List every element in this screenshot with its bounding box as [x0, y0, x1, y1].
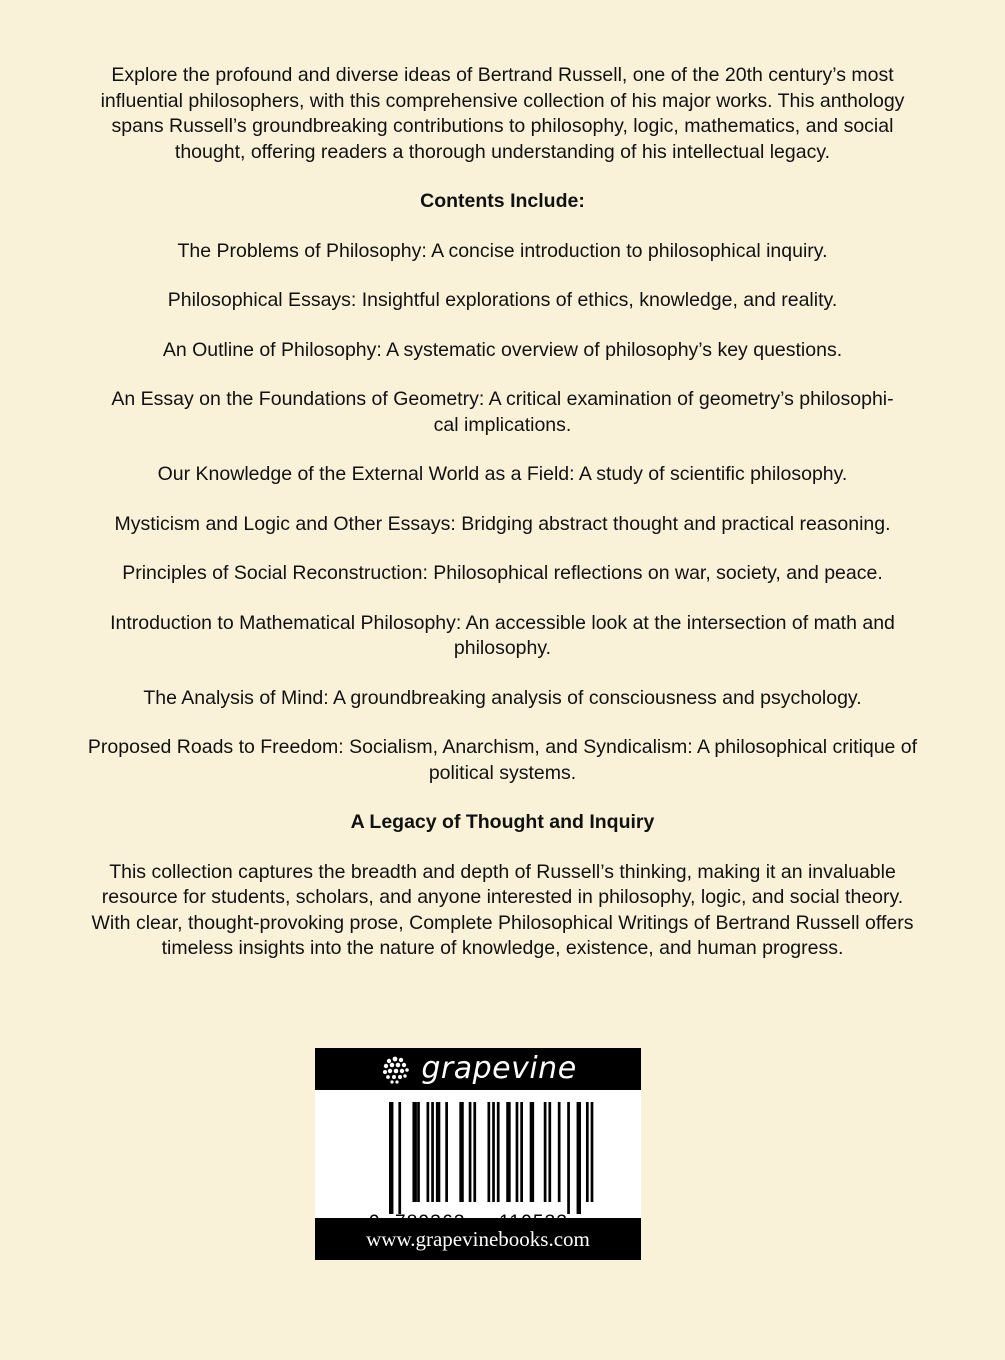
barcode-bar — [427, 1102, 430, 1202]
barcode-bar — [398, 1102, 401, 1214]
barcode-bar — [530, 1102, 534, 1202]
barcode-bar — [459, 1102, 463, 1202]
contents-heading: Contents Include: — [420, 190, 585, 212]
barcode-bar — [487, 1102, 490, 1202]
contents-item: An Outline of Philosophy: A systematic overview of philosophy’s key questions. — [162, 338, 843, 361]
barcode-bar — [431, 1102, 434, 1202]
contents-item: Introduction to Mathematical Philosophy: An accessible look at the intersection of math and philosophy. — [110, 611, 895, 659]
brain-dots-icon — [379, 1052, 413, 1086]
intro-paragraph: Explore the profound and diverse ideas of Bertrand Russell, one of the 20th century’s most influential philosophers, with this comprehensive collection of his major works. This anthology spans Russell’s groundbreaking contributions to philosophy, logic, mathematics, and social thought, offering readers a thorough understanding of his intellectual legacy. — [100, 64, 905, 163]
contents-item: Principles of Social Reconstruction: Philosophical reflections on war, society, and peace. — [122, 562, 883, 584]
contents-item: The Analysis of Mind: A groundbreaking analysis of consciousness and psychology. — [143, 686, 862, 709]
outro-paragraph: This collection captures the breadth and depth of Russell’s thinking, making it an invaluable resource for students, scholars, and anyone interested in philosophy, logic, and social theory. With clear, thought-provoking prose, Complete Philosophical Writings of Bertrand Russell offers timeless insights into the nature of knowledge, existence, and human progress. — [91, 860, 914, 959]
barcode-bar — [473, 1102, 476, 1202]
contents-item: Mysticism and Logic and Other Essays: Bridging abstract thought and practical reasoning. — [114, 512, 891, 535]
publisher-url: www.grapevinebooks.com — [315, 1218, 641, 1260]
contents-item: Proposed Roads to Freedom: Socialism, Anarchism, and Syndicalism: A philosophical critique of political systems. — [87, 736, 918, 784]
barcode-bar — [417, 1102, 420, 1202]
barcode-bar — [412, 1102, 416, 1202]
barcode-bar — [548, 1102, 551, 1202]
barcode-panel — [315, 1048, 641, 1260]
barcode-bar — [436, 1102, 440, 1202]
contents-item: The Problems of Philosophy: A concise introduction to philosophical inquiry. — [177, 239, 828, 262]
barcode-bar — [497, 1102, 500, 1202]
barcode-bar — [445, 1102, 448, 1202]
barcode-bar — [469, 1102, 472, 1202]
barcode-bar — [520, 1102, 523, 1202]
barcode-bar — [506, 1102, 510, 1202]
barcode-bar — [586, 1102, 589, 1202]
barcode-bar — [389, 1102, 393, 1214]
contents-item: Our Knowledge of the External World as a Field: A study of scientific philosophy. — [157, 463, 848, 485]
cover-text — [80, 63, 925, 962]
contents-item: An Essay on the Foundations of Geometry: A critical examination of geometry’s philosophi- cal implications. — [111, 388, 894, 436]
isbn-barcode — [363, 1102, 595, 1232]
contents-list — [80, 239, 925, 787]
barcode-bar — [558, 1102, 561, 1202]
barcode-bar — [567, 1102, 570, 1214]
barcode-bar — [544, 1102, 547, 1202]
barcode-bar — [577, 1102, 581, 1214]
barcode-bar — [516, 1102, 519, 1202]
legacy-heading: A Legacy of Thought and Inquiry — [350, 811, 655, 833]
barcode-bar — [492, 1102, 495, 1202]
barcode-bar — [591, 1102, 594, 1202]
contents-item: Philosophical Essays: Insightful explorations of ethics, knowledge, and reality. — [167, 289, 838, 311]
publisher-banner — [315, 1048, 641, 1090]
publisher-name: grapevine — [421, 1051, 577, 1086]
